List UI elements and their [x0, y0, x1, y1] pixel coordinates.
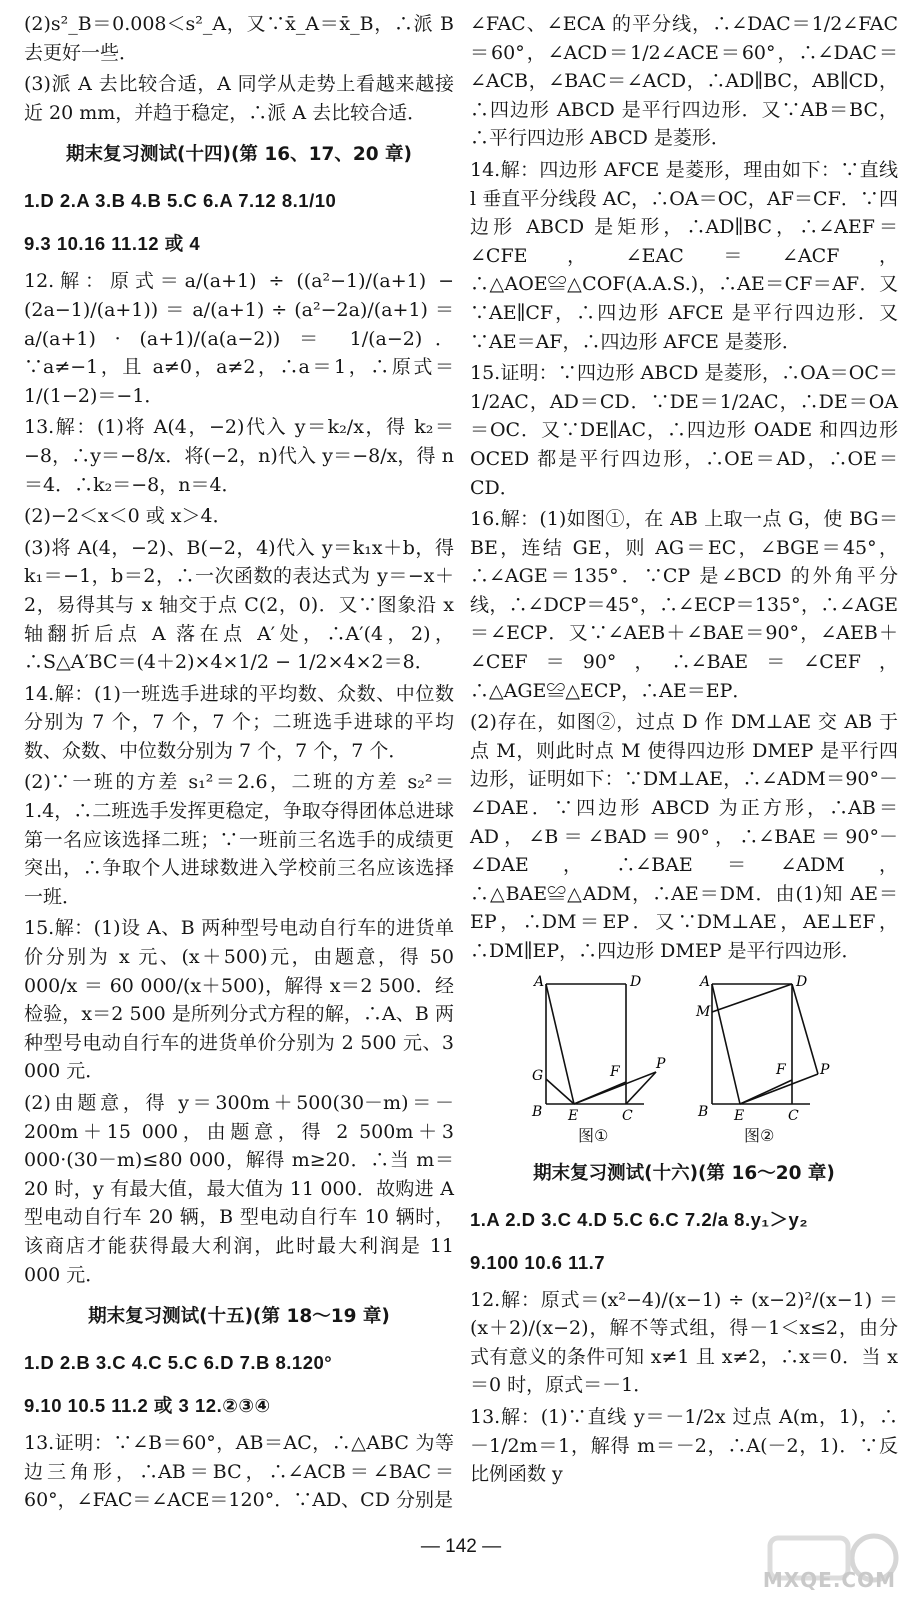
solution-paragraph: 15.解：(1)设 A、B 两种型号电动自行车的进货单价分别为 x 元、(x＋500)元，由题意，得 50 000/x ＝ 60 000/(x＋500)，解得 x＝2 500．经检验，x＝2 500 是所列分式方程的解，∴A、B 两种型号电动自行车的进货单价分别为 2 500 元、3 000 元．: [24, 917, 454, 1083]
label-a: A: [534, 973, 545, 990]
right-column: [470, 10, 898, 1489]
label-c: C: [622, 1107, 633, 1124]
solution-paragraph: ∠FAC、∠ECA 的平分线，∴∠DAC＝1/2∠FAC＝60°，∠ACD＝1/2∠ACE＝60°，∴∠DAC＝∠ACB，∠BAC＝∠ACD，∴AD∥BC，AB∥CD，∴四边形 ABCD 是平行四边形．又∵AB＝BC，∴平行四边形 ABCD 是菱形．: [470, 13, 898, 150]
segment-md: [712, 984, 792, 1012]
label-e: E: [568, 1107, 579, 1124]
label-p: P: [656, 1055, 666, 1072]
answer-key-line: 1.D 2.A 3.B 4.B 5.C 6.A 7.12 8.1/10: [24, 190, 337, 212]
segment-ae: [546, 984, 574, 1104]
figure-1-caption: 图①: [578, 1125, 609, 1145]
label-f: F: [610, 1063, 620, 1080]
answer-key-line: 9.3 10.16 11.12 或 4: [24, 233, 201, 255]
label-m: M: [696, 1003, 711, 1020]
solution-paragraph: 14.解：四边形 AFCE 是菱形，理由如下：∵直线 l 垂直平分线段 AC，∴OA＝OC，AF＝CF．∵四边形 ABCD 是矩形，∴AD∥BC，∴∠AEF＝∠CFE，∠EAC＝∠ACF，∴△AOE≌△COF(A.A.S.)，∴AE＝CF＝AF．又∵AE∥CF，∴四边形 AFCE 是平行四边形．又∵AE＝AF，∴四边形 AFCE 是菱形．: [470, 158, 898, 353]
figure-2-caption: 图②: [744, 1125, 775, 1145]
label-b: B: [698, 1103, 709, 1120]
answer-key-line: 1.D 2.B 3.C 4.C 5.C 6.D 7.B 8.120°: [24, 1352, 333, 1374]
solution-paragraph: 13.证明：∵∠B＝60°，AB＝AC，∴△ABC 为等边三角形，∴AB＝BC，∴∠ACB＝∠BAC＝60°，∠FAC＝∠ACE＝120°．∵AD、CD 分别是: [24, 1432, 454, 1512]
section-heading: 期末复习测试(十五)(第 18～19 章): [88, 1306, 390, 1328]
answer-key-line: 1.A 2.D 3.C 4.D 5.C 6.C 7.2/a 8.y₁＞y₂: [470, 1208, 809, 1230]
label-c: C: [788, 1107, 799, 1124]
segment-ef: [740, 1080, 792, 1104]
figure-pair: [470, 974, 898, 1146]
left-column: [24, 10, 454, 1515]
label-d: D: [796, 973, 808, 990]
segment-ep: [740, 1074, 818, 1104]
label-e: E: [734, 1107, 745, 1124]
solution-paragraph: (2)由题意，得 y＝300m＋500(30－m)＝－200m＋15 000，由题意，得 2 500m＋3 000·(30－m)≤80 000，解得 m≥20．∴当 m＝20 时，y 有最大值，最大值为 11 000．故购进 A 型电动自行车 20 辆，B 型电动自行车 10 辆时，该商店才能获得最大利润，此时最大利润是 11 000 元．: [24, 1092, 454, 1286]
solution-paragraph: 14.解：(1)一班选手进球的平均数、众数、中位数分别为 7 个，7 个，7 个；二班选手进球的平均数、众数、中位数分别为 7 个，7 个，7 个．: [24, 682, 454, 762]
label-a: A: [700, 973, 711, 990]
segment-dp: [792, 984, 818, 1074]
page-number: — 142 —: [420, 1536, 502, 1557]
label-p: P: [820, 1061, 830, 1078]
figure-2: [692, 974, 842, 1129]
label-f: F: [776, 1061, 786, 1078]
figure-1: [526, 974, 676, 1129]
solution-paragraph: 13.解：(1)∵直线 y＝－1/2x 过点 A(m，1)，∴－1/2m＝1，解得 m＝－2，∴A(－2，1)．∵反比例函数 y: [470, 1405, 898, 1486]
solution-paragraph: 12.解：原式＝(x²−4)/(x−1) ÷ (x−2)²/(x−1) ＝ (x＋2)/(x−2)，解不等式组，得－1＜x≤2，由分式有意义的条件可知 x≠1 且 x≠2，∴x＝0．当 x＝0 时，原式＝－1．: [470, 1288, 898, 1397]
solution-paragraph: (3)派 A 去比较合适，A 同学从走势上看越来越接近 20 mm，并趋于稳定，∴派 A 去比较合适．: [24, 73, 454, 124]
figure-2-diagram: [692, 974, 842, 1124]
solution-paragraph: 15.证明：∵四边形 ABCD 是菱形，∴OA＝OC＝1/2AC，AD＝CD．∵DE＝1/2AC，∴DE＝OA＝OC．又∵DE∥AC，∴四边形 OADE 和四边形 OCED 都是平行四边形，∴OE＝AD，∴OE＝CD．: [470, 362, 898, 499]
solution-paragraph: (2)s²_B＝0.008＜s²_A，又∵x̄_A＝x̄_B，∴派 B 去更好一些．: [24, 13, 454, 64]
solution-paragraph: (3)将 A(4，−2)、B(−2，4)代入 y＝k₁x＋b，得 k₁＝−1，b＝2，∴一次函数的表达式为 y＝−x＋2，易得其与 x 轴交于点 C(2，0)．又∵图象沿 x 轴翻折后点 A 落在点 A′处，∴A′(4，2)，∴S△A′BC＝(4＋2)×4×1/2 − 1/2×4×2＝8．: [24, 536, 454, 674]
label-b: B: [532, 1103, 543, 1120]
solution-paragraph: (2)−2＜x＜0 或 x＞4．: [24, 505, 232, 528]
segment-ef: [574, 1082, 626, 1104]
solution-paragraph: (2)存在，如图②，过点 D 作 DM⊥AE 交 AB 于点 M，则此时点 M 使得四边形 DMEP 是平行四边形，证明如下：∵DM⊥AE，∴∠ADM＝90°－∠DAE．∵四边形 ABCD 为正方形，∴AB＝AD，∠B＝∠BAD＝90°，∴∠BAE＝90°－∠DAE，∴∠BAE＝∠ADM，∴△BAE≌△ADM，∴AE＝DM．由(1)知 AE＝EP，∴DM＝EP．又∵DM⊥AE，AE⊥EF，∴DM∥EP，∴四边形 DMEP 是平行四边形．: [470, 711, 898, 962]
segment-cp: [626, 1072, 656, 1104]
section-heading: 期末复习测试(十四)(第 16、17、20 章): [66, 144, 412, 166]
answer-key-line: 9.10 10.5 11.2 或 3 12.②③④: [24, 1395, 271, 1417]
solution-paragraph: 12.解：原式＝a/(a+1) ÷ ((a²−1)/(a+1) − (2a−1)/(a+1)) ＝ a/(a+1) ÷ (a²−2a)/(a+1) ＝ a/(a+1) · (a+1)/(a(a−2)) ＝ 1/(a−2)．∵a≠−1，且 a≠0，a≠2，∴a＝1，∴原式＝1/(1−2)＝−1．: [24, 270, 454, 407]
figure-1-diagram: [526, 974, 676, 1124]
solution-paragraph: (2)∵一班的方差 s₁²＝2.6，二班的方差 s₂²＝1.4，∴二班选手发挥更稳定，争取夺得团体总进球第一名应该选择二班；∵一班前三名选手的成绩更突出，∴争取个人进球数进入学校前三名应该选择一班．: [24, 771, 454, 908]
watermark-text: MXQE.COM: [762, 1568, 896, 1592]
label-g: G: [532, 1067, 544, 1084]
section-heading: 期末复习测试(十六)(第 16～20 章): [533, 1162, 835, 1184]
answer-key-line: 9.100 10.6 11.7: [470, 1251, 606, 1273]
label-d: D: [630, 973, 642, 990]
solution-paragraph: 16.解：(1)如图①，在 AB 上取一点 G，使 BG＝BE，连结 GE，则 AG＝EC，∠BGE＝45°，∴∠AGE＝135°．∵CP 是∠BCD 的外角平分线，∴∠DCP＝45°，∴∠ECP＝135°，∴∠AGE＝∠ECP．又∵∠AEB＋∠BAE＝90°，∠AEB＋∠CEF＝90°，∴∠BAE＝∠CEF，∴△AGE≌△ECP，∴AE＝EP．: [470, 508, 898, 702]
segment-ae: [712, 984, 740, 1104]
solution-paragraph: 13.解：(1)将 A(4，−2)代入 y＝k₂/x，得 k₂＝−8，∴y＝−8/x．将(−2，n)代入 y＝−8/x，得 n＝4．∴k₂＝−8，n＝4．: [24, 416, 454, 496]
